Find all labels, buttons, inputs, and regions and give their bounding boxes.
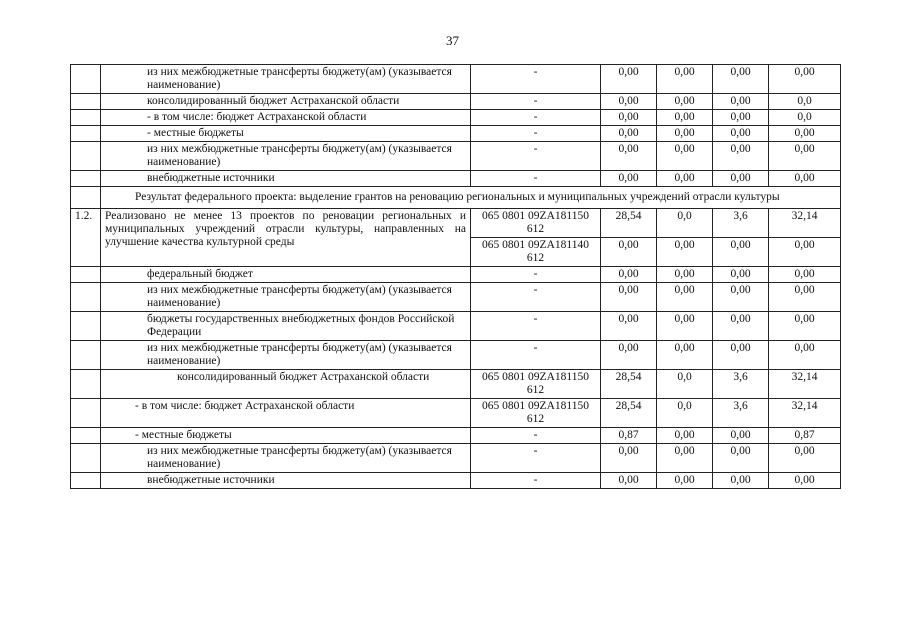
- row-value-v2: 0,00: [657, 238, 713, 267]
- row-code: -: [471, 65, 601, 94]
- row-value-total: 32,14: [769, 370, 841, 399]
- row-index: [71, 473, 101, 489]
- row-index: [71, 65, 101, 94]
- row-value-v1: 0,87: [601, 428, 657, 444]
- row-index: [71, 312, 101, 341]
- row-code: -: [471, 341, 601, 370]
- row-index: [71, 171, 101, 187]
- row-code: -: [471, 428, 601, 444]
- row-description: внебюджетные источники: [101, 473, 471, 489]
- row-value-total: 0,00: [769, 341, 841, 370]
- row-value-v2: 0,0: [657, 209, 713, 238]
- project-description: Реализовано не менее 13 проектов по реновации региональных и муниципальных учреждений отрасли культуры, направленных на улучшение качества культурной среды: [101, 209, 471, 267]
- row-code: 065 0801 09ZA181150 612: [471, 399, 601, 428]
- table-row: [71, 444, 841, 473]
- row-value-v3: 0,00: [713, 473, 769, 489]
- row-value-total: 0,00: [769, 126, 841, 142]
- row-value-v2: 0,00: [657, 65, 713, 94]
- row-code: 065 0801 09ZA181140 612: [471, 238, 601, 267]
- row-code: -: [471, 444, 601, 473]
- row-code: -: [471, 126, 601, 142]
- row-description: федеральный бюджет: [101, 267, 471, 283]
- row-value-v3: 0,00: [713, 267, 769, 283]
- row-value-v2: 0,00: [657, 473, 713, 489]
- row-value-v3: 3,6: [713, 399, 769, 428]
- row-value-total: 0,0: [769, 94, 841, 110]
- row-description: - местные бюджеты: [101, 428, 471, 444]
- row-value-total: 32,14: [769, 399, 841, 428]
- table-row: [71, 370, 841, 399]
- row-value-v3: 0,00: [713, 444, 769, 473]
- row-value-v1: 0,00: [601, 444, 657, 473]
- row-value-total: 0,00: [769, 444, 841, 473]
- row-value-v3: 0,00: [713, 428, 769, 444]
- row-value-v1: 0,00: [601, 65, 657, 94]
- table-row: [71, 110, 841, 126]
- row-value-v2: 0,00: [657, 341, 713, 370]
- table-row: [71, 283, 841, 312]
- table-row: [71, 341, 841, 370]
- row-value-v1: 0,00: [601, 171, 657, 187]
- row-value-v1: 0,00: [601, 341, 657, 370]
- row-value-v3: 0,00: [713, 126, 769, 142]
- row-value-v1: 0,00: [601, 110, 657, 126]
- row-value-v2: 0,00: [657, 428, 713, 444]
- row-value-v2: 0,00: [657, 142, 713, 171]
- row-value-v1: 28,54: [601, 370, 657, 399]
- row-value-v3: 0,00: [713, 238, 769, 267]
- row-value-total: 0,00: [769, 65, 841, 94]
- result-text: Результат федерального проекта: выделение грантов на реновацию региональных и муниципальных учреждений отрасли культуры: [101, 187, 841, 209]
- row-value-v1: 28,54: [601, 209, 657, 238]
- row-value-v1: 0,00: [601, 312, 657, 341]
- row-code: -: [471, 283, 601, 312]
- row-value-v3: 0,00: [713, 94, 769, 110]
- table-row: [71, 473, 841, 489]
- budget-table: [70, 64, 841, 489]
- result-index: [71, 187, 101, 209]
- page-number: 37: [446, 33, 459, 48]
- project-index: 1.2.: [71, 209, 101, 267]
- row-description: из них межбюджетные трансферты бюджету(ам) (указывается наименование): [101, 142, 471, 171]
- table-row: [71, 94, 841, 110]
- row-value-total: 0,00: [769, 171, 841, 187]
- row-description: внебюджетные источники: [101, 171, 471, 187]
- row-description: бюджеты государственных внебюджетных фондов Российской Федерации: [101, 312, 471, 341]
- table-row: [71, 399, 841, 428]
- row-code: 065 0801 09ZA181150 612: [471, 209, 601, 238]
- row-value-v2: 0,00: [657, 126, 713, 142]
- row-code: -: [471, 142, 601, 171]
- row-code: -: [471, 267, 601, 283]
- row-value-total: 32,14: [769, 209, 841, 238]
- row-value-v2: 0,00: [657, 171, 713, 187]
- row-index: [71, 267, 101, 283]
- row-value-v1: 0,00: [601, 283, 657, 312]
- row-value-total: 0,00: [769, 473, 841, 489]
- row-value-total: 0,00: [769, 267, 841, 283]
- row-description: из них межбюджетные трансферты бюджету(ам) (указывается наименование): [101, 283, 471, 312]
- row-value-v1: 0,00: [601, 94, 657, 110]
- row-description: - в том числе: бюджет Астраханской области: [101, 110, 471, 126]
- row-value-v3: 3,6: [713, 209, 769, 238]
- row-value-v1: 0,00: [601, 473, 657, 489]
- row-code: -: [471, 171, 601, 187]
- row-index: [71, 126, 101, 142]
- row-code: -: [471, 94, 601, 110]
- row-value-total: 0,87: [769, 428, 841, 444]
- row-value-v3: 0,00: [713, 283, 769, 312]
- row-value-v2: 0,0: [657, 370, 713, 399]
- row-value-total: 0,0: [769, 110, 841, 126]
- row-value-v1: 0,00: [601, 238, 657, 267]
- row-value-total: 0,00: [769, 142, 841, 171]
- row-value-total: 0,00: [769, 312, 841, 341]
- row-value-v2: 0,00: [657, 267, 713, 283]
- row-description: консолидированный бюджет Астраханской области: [101, 370, 471, 399]
- table-row: [71, 142, 841, 171]
- row-index: [71, 110, 101, 126]
- row-index: [71, 399, 101, 428]
- row-value-v1: 28,54: [601, 399, 657, 428]
- row-code: 065 0801 09ZA181150 612: [471, 370, 601, 399]
- table-row: [71, 428, 841, 444]
- row-value-v2: 0,00: [657, 312, 713, 341]
- row-index: [71, 94, 101, 110]
- row-index: [71, 142, 101, 171]
- row-description: - местные бюджеты: [101, 126, 471, 142]
- row-value-total: 0,00: [769, 283, 841, 312]
- row-index: [71, 341, 101, 370]
- row-description: из них межбюджетные трансферты бюджету(ам) (указывается наименование): [101, 65, 471, 94]
- row-value-v3: 0,00: [713, 341, 769, 370]
- row-value-v3: 0,00: [713, 110, 769, 126]
- row-index: [71, 370, 101, 399]
- row-value-v1: 0,00: [601, 267, 657, 283]
- table-row: [71, 65, 841, 94]
- row-value-v3: 0,00: [713, 65, 769, 94]
- result-row: [71, 187, 841, 209]
- row-value-v3: 3,6: [713, 370, 769, 399]
- table-row: [71, 171, 841, 187]
- row-value-v1: 0,00: [601, 142, 657, 171]
- row-index: [71, 444, 101, 473]
- row-code: -: [471, 110, 601, 126]
- row-value-v3: 0,00: [713, 171, 769, 187]
- row-index: [71, 428, 101, 444]
- row-value-v2: 0,00: [657, 444, 713, 473]
- row-description: консолидированный бюджет Астраханской области: [101, 94, 471, 110]
- row-description: из них межбюджетные трансферты бюджету(ам) (указывается наименование): [101, 444, 471, 473]
- table-row: [71, 312, 841, 341]
- row-index: [71, 283, 101, 312]
- row-value-v1: 0,00: [601, 126, 657, 142]
- row-code: -: [471, 312, 601, 341]
- row-description: из них межбюджетные трансферты бюджету(ам) (указывается наименование): [101, 341, 471, 370]
- table-row: [71, 126, 841, 142]
- table-row: [71, 209, 841, 238]
- table-row: [71, 267, 841, 283]
- row-value-v2: 0,00: [657, 110, 713, 126]
- row-description: - в том числе: бюджет Астраханской области: [101, 399, 471, 428]
- row-value-total: 0,00: [769, 238, 841, 267]
- row-value-v2: 0,0: [657, 399, 713, 428]
- row-code: -: [471, 473, 601, 489]
- row-value-v2: 0,00: [657, 283, 713, 312]
- row-value-v2: 0,00: [657, 94, 713, 110]
- row-value-v3: 0,00: [713, 312, 769, 341]
- row-value-v3: 0,00: [713, 142, 769, 171]
